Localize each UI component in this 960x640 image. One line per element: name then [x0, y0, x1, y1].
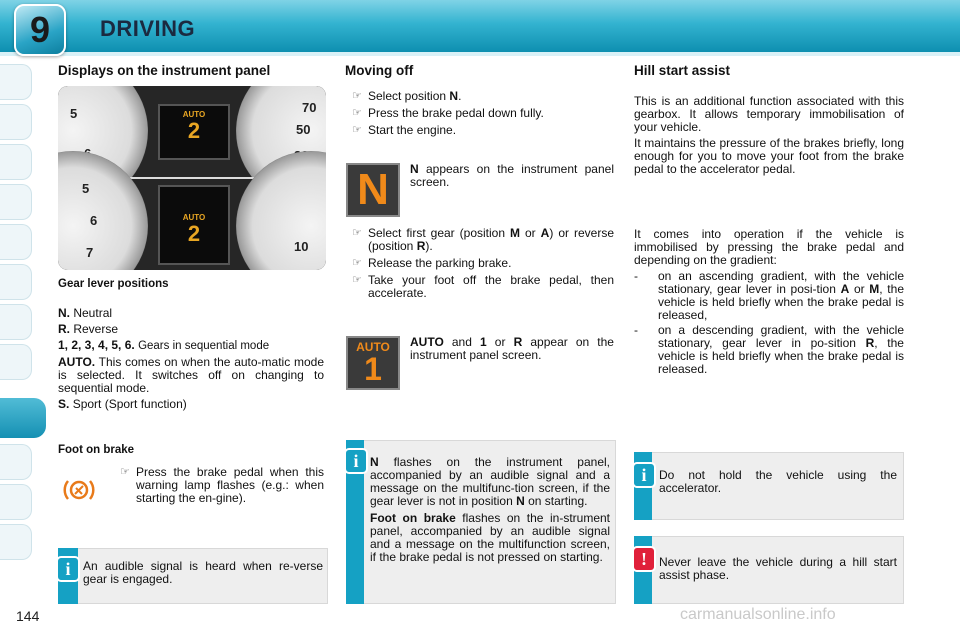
gear-item	[58, 307, 324, 320]
gear-key: S.	[58, 397, 70, 411]
n-note-text: appears on the instrument panel screen.	[410, 162, 614, 189]
cluster-bottom	[58, 179, 326, 270]
step-item: ☞ Select first gear (position M or A) or reverse (position R).	[352, 226, 614, 253]
dash-marker: -	[634, 323, 638, 337]
gradient-item: - on an ascending gradient, with the vehicle stationary, gear lever in posi-tion A or M, the vehicle is held briefly when the brake pedal is released,	[634, 269, 904, 322]
chapter-badge[interactable]: 9	[14, 4, 66, 56]
gear-desc: This comes on when the auto-matic mode is selected. It switches off on changing to sequential mode.	[58, 355, 324, 395]
info-paragraph: N flashes on the instrument panel, accompanied by an audible signal and a message on the multifunc-tion screen, if the gear lever is not in position N on starting.	[370, 455, 610, 508]
gear-key: R.	[58, 322, 70, 336]
step-item	[352, 123, 614, 137]
info-paragraph: Foot on brake flashes on the in-strument panel, accompanied by an audible signal and a message on the multifunction screen, if the brake pedal is not pressed on starting.	[370, 511, 611, 564]
tick-label: 7	[86, 245, 94, 260]
tick-label: 5	[82, 181, 90, 196]
foot-brake-bullet	[120, 465, 324, 505]
screen-auto-label: AUTO	[182, 110, 206, 119]
bullet-hand-icon: ☞	[352, 90, 362, 102]
auto-tile-value: 1	[364, 351, 382, 387]
section-heading-moving-off: Moving off	[345, 63, 414, 78]
n-indicator-tile	[346, 163, 400, 217]
side-tab[interactable]	[0, 304, 32, 340]
gear-item	[58, 356, 324, 395]
screen-gear-value: 2	[187, 221, 201, 246]
bullet-hand-icon: ☞	[352, 227, 362, 239]
gear-lever-heading: Gear lever positions	[58, 278, 169, 290]
bullet-hand-icon: ☞	[352, 124, 362, 136]
side-tab[interactable]	[0, 444, 32, 480]
section-heading-hill-start: Hill start assist	[634, 63, 731, 78]
dash-marker: -	[634, 269, 638, 283]
gear-list	[58, 307, 324, 411]
info-note-n-flashes	[370, 456, 610, 564]
header-stripe	[0, 52, 960, 56]
hill-start-intro: This is an additional function associated with this gearbox. It allows temporary immobilisation of your vehicle.	[634, 94, 904, 134]
side-tab[interactable]	[0, 524, 32, 560]
n-note-bold: N	[410, 162, 419, 176]
side-tab[interactable]	[0, 184, 32, 220]
bullet-hand-icon: ☞	[352, 274, 362, 286]
auto-note: AUTO and 1 or R appear on the instrument panel screen.	[410, 335, 614, 362]
side-tab[interactable]	[0, 144, 32, 180]
gear-desc: Reverse	[73, 322, 119, 336]
side-tab[interactable]	[0, 344, 32, 380]
instrument-cluster-image	[58, 86, 326, 270]
step-text: Start the engine.	[368, 123, 457, 137]
hill-start-p2: It maintains the pressure of the brakes briefly, long enough for you to move your foot from the brake pedal to the accelerator pedal.	[634, 136, 904, 176]
foot-on-brake-heading: Foot on brake	[58, 444, 135, 456]
gear-item	[58, 339, 324, 353]
tick-label: 50	[296, 122, 311, 137]
cluster-screen-top	[158, 104, 230, 160]
section-heading-displays: Displays on the instrument panel	[58, 63, 271, 78]
info-icon: i	[56, 556, 80, 582]
info-note-reverse: An audible signal is heard when re-verse gear is engaged.	[83, 559, 323, 586]
tick-label: 5	[70, 106, 78, 121]
moving-off-steps	[352, 89, 614, 137]
n-note	[410, 163, 614, 189]
gear-item	[58, 323, 324, 336]
side-tab[interactable]	[0, 484, 32, 520]
side-tab[interactable]	[0, 104, 32, 140]
tick-label: 6	[90, 213, 98, 228]
side-tab[interactable]	[0, 264, 32, 300]
bullet-hand-icon: ☞	[352, 257, 362, 269]
moving-off-steps-2	[352, 226, 614, 300]
step-item	[352, 256, 614, 270]
n-tile-glyph: N	[357, 165, 389, 214]
bullet-hand-icon: ☞	[352, 107, 362, 119]
auto-tile-label: AUTO	[356, 340, 390, 354]
info-icon: i	[344, 448, 368, 474]
gear-desc: Gears in sequential mode	[138, 340, 270, 352]
page-number: 144	[16, 608, 40, 624]
gear-key: AUTO.	[58, 355, 96, 369]
watermark: carmanualsonline.info	[680, 606, 836, 623]
info-note-accelerator: Do not hold the vehicle using the accelerator.	[659, 468, 897, 495]
step-text: Release the parking brake.	[368, 256, 512, 270]
foot-brake-text: Press the brake pedal when this warning lamp flashes (e.g.: when starting the en-gine).	[136, 465, 324, 505]
screen-auto-label: AUTO	[182, 213, 206, 222]
gear-desc: Sport (Sport function)	[72, 397, 187, 411]
brake-warning-icon	[62, 476, 96, 504]
tick-label: 70	[302, 100, 317, 115]
bullet-hand-icon: ☞	[120, 466, 130, 478]
step-text: .	[458, 89, 462, 103]
step-item	[352, 89, 614, 103]
gradient-item: - on a descending gradient, with the vehicle stationary, gear lever in po-sition R, the vehicle is held briefly when the brake pedal is released.	[634, 323, 904, 376]
step-bold: N	[449, 89, 459, 103]
gear-item	[58, 398, 324, 411]
step-item	[352, 106, 614, 120]
hill-start-p3: It comes into operation if the vehicle is immobilised by pressing the brake pedal and depending on the gradient:	[634, 227, 904, 267]
screen-gear-value: 2	[187, 118, 201, 143]
info-icon: i	[632, 462, 656, 488]
gear-desc: Neutral	[73, 306, 113, 320]
gear-key: 1, 2, 3, 4, 5, 6.	[58, 338, 135, 352]
step-text: Select position	[368, 89, 450, 103]
side-tab-active[interactable]	[0, 398, 46, 438]
side-tab[interactable]	[0, 224, 32, 260]
step-item	[352, 273, 614, 300]
warning-icon: !	[632, 546, 656, 572]
tick-label: 10	[294, 239, 309, 254]
auto-indicator-tile	[346, 336, 400, 390]
warning-note: Never leave the vehicle during a hill start assist phase.	[659, 555, 897, 582]
gear-key: N.	[58, 306, 70, 320]
step-text: Press the brake pedal down fully.	[368, 106, 544, 120]
page-title: DRIVING	[100, 16, 196, 41]
side-tab[interactable]	[0, 64, 32, 100]
step-text: Take your foot off the brake pedal, then accelerate.	[368, 273, 614, 300]
cluster-screen-bottom	[158, 185, 230, 265]
